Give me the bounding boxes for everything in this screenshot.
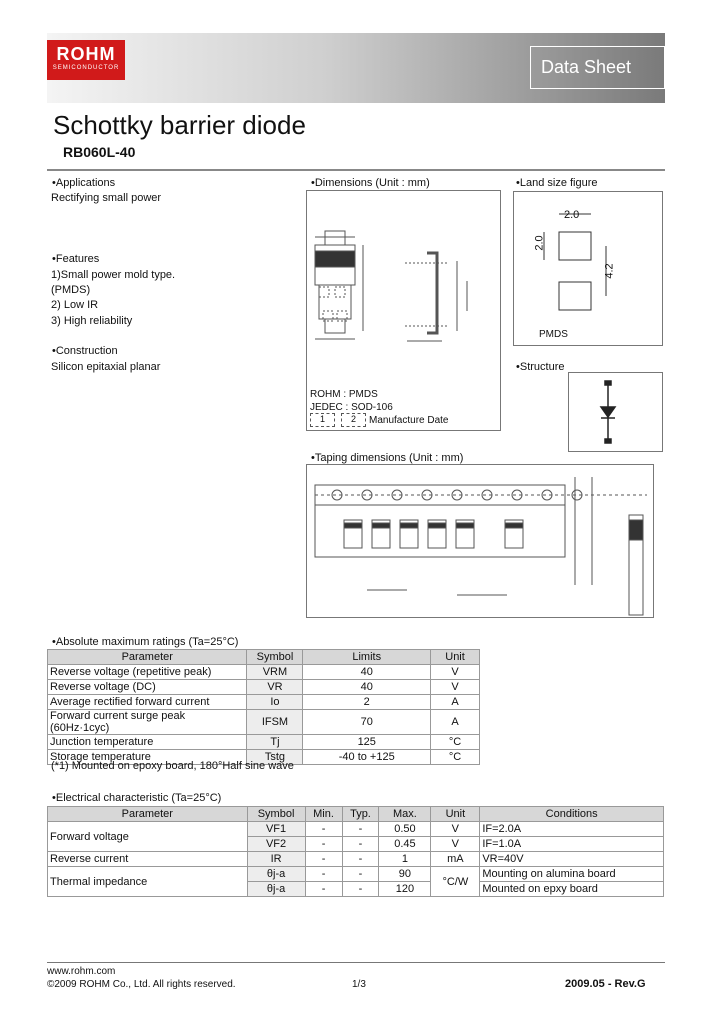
cell: - xyxy=(305,822,342,837)
header-typ: Typ. xyxy=(342,807,379,822)
cell: 125 xyxy=(303,735,431,750)
table-row xyxy=(48,710,480,735)
cell: Storage temperature xyxy=(48,750,247,765)
cell: - xyxy=(305,867,342,882)
table-row xyxy=(48,822,664,837)
dimensions-drawing xyxy=(306,190,501,431)
header-symbol: Symbol xyxy=(247,650,303,665)
cell: - xyxy=(342,867,379,882)
feature-line: 1)Small power mold type. xyxy=(51,269,176,281)
feature-line: 3) High reliability xyxy=(51,315,133,327)
cell: 90 xyxy=(379,867,431,882)
applications-text: Rectifying small power xyxy=(51,192,162,204)
mark-2: 2 xyxy=(341,413,366,427)
cell: Mounting on alumina board xyxy=(480,867,664,882)
cell: - xyxy=(342,837,379,852)
cell: Forward voltage xyxy=(48,822,248,852)
part-number: RB060L-40 xyxy=(63,144,136,160)
jedec-name: JEDEC : SOD-106 xyxy=(310,402,393,413)
cell: 0.50 xyxy=(379,822,431,837)
dimensions-heading: •Dimensions (Unit : mm) xyxy=(311,177,430,189)
cell: °C xyxy=(431,735,480,750)
table-row xyxy=(48,665,480,680)
cell: Reverse voltage (DC) xyxy=(48,680,247,695)
cell: Forward current surge peak (60Hz·1cyc) xyxy=(48,710,247,735)
abs-max-table xyxy=(47,649,480,765)
land-drawing xyxy=(513,191,663,346)
cell: - xyxy=(305,837,342,852)
cell: V xyxy=(431,680,480,695)
table-header-row xyxy=(48,650,480,665)
structure-heading: •Structure xyxy=(516,361,565,373)
abs-max-heading: •Absolute maximum ratings (Ta=25°C) xyxy=(52,636,239,648)
elec-heading: •Electrical characteristic (Ta=25°C) xyxy=(52,792,222,804)
header-divider xyxy=(47,169,665,171)
cell: θj-a xyxy=(247,867,305,882)
construction-heading: •Construction xyxy=(52,345,118,357)
cell: Mounted on epxy board xyxy=(480,882,664,897)
cell: - xyxy=(342,852,379,867)
cell: VR=40V xyxy=(480,852,664,867)
logo-text: ROHM xyxy=(56,44,116,64)
header-parameter: Parameter xyxy=(48,807,248,822)
header-parameter: Parameter xyxy=(48,650,247,665)
footer-copyright: ©2009 ROHM Co., Ltd. All rights reserved. xyxy=(47,979,236,990)
cell: -40 to +125 xyxy=(303,750,431,765)
taping-heading: •Taping dimensions (Unit : mm) xyxy=(311,452,464,464)
cell: - xyxy=(305,882,342,897)
construction-text: Silicon epitaxial planar xyxy=(51,361,161,373)
cell: 1 xyxy=(379,852,431,867)
taping-diagram xyxy=(307,465,653,617)
land-package: PMDS xyxy=(539,329,568,340)
elec-table xyxy=(47,806,664,897)
rohm-logo xyxy=(47,40,125,80)
cell: Reverse current xyxy=(48,852,248,867)
cell: 40 xyxy=(303,665,431,680)
cell: Thermal impedance xyxy=(48,867,248,897)
table-row xyxy=(48,680,480,695)
land-height: 2.0 xyxy=(533,235,546,251)
cell: VF2 xyxy=(247,837,305,852)
cell: 120 xyxy=(379,882,431,897)
cell: Tj xyxy=(247,735,303,750)
cell: IF=2.0A xyxy=(480,822,664,837)
land-diagram xyxy=(514,192,662,345)
cell: IF=1.0A xyxy=(480,837,664,852)
table-row xyxy=(48,852,664,867)
land-heading: •Land size figure xyxy=(516,177,598,189)
feature-line: 2) Low IR xyxy=(51,299,99,311)
cell: V xyxy=(431,837,480,852)
mark-1: 1 xyxy=(310,413,335,427)
table-row xyxy=(48,867,664,882)
cell: A xyxy=(431,710,480,735)
cell: VF1 xyxy=(247,822,305,837)
header-symbol: Symbol xyxy=(247,807,305,822)
cell: 0.45 xyxy=(379,837,431,852)
cell: °C/W xyxy=(431,867,480,897)
cell: V xyxy=(431,665,480,680)
features-heading: •Features xyxy=(52,253,100,265)
footer-divider xyxy=(47,962,665,963)
structure-drawing xyxy=(568,372,663,452)
header-unit: Unit xyxy=(431,650,480,665)
cell: Junction temperature xyxy=(48,735,247,750)
cell: 40 xyxy=(303,680,431,695)
manufacture-date-label: Manufacture Date xyxy=(369,415,449,426)
diode-symbol-icon xyxy=(569,373,662,451)
cell: Average rectified forward current xyxy=(48,695,247,710)
header-unit: Unit xyxy=(431,807,480,822)
land-width: 2.0 xyxy=(564,209,580,221)
logo-subtext: SEMICONDUCTOR xyxy=(52,65,120,71)
header-conditions: Conditions xyxy=(480,807,664,822)
cell: θj-a xyxy=(247,882,305,897)
package-name: ROHM : PMDS xyxy=(310,389,378,400)
table-header-row xyxy=(48,807,664,822)
feature-line: (PMDS) xyxy=(51,284,91,296)
cell: Tstg xyxy=(247,750,303,765)
cell: - xyxy=(305,852,342,867)
cell: - xyxy=(342,822,379,837)
cell: V xyxy=(431,822,480,837)
cell: - xyxy=(342,882,379,897)
page-title: Schottky barrier diode xyxy=(53,110,306,140)
cell: mA xyxy=(431,852,480,867)
doc-type-label: Data Sheet xyxy=(530,46,665,89)
header-min: Min. xyxy=(305,807,342,822)
cell: VRM xyxy=(247,665,303,680)
cell: Io xyxy=(247,695,303,710)
taping-drawing xyxy=(306,464,654,618)
page-number: 1/3 xyxy=(352,979,366,990)
land-pitch: 4.2 xyxy=(603,263,616,279)
abs-max-note: (*1) Mounted on epoxy board, 180°Half sine wave xyxy=(51,760,294,772)
table-row xyxy=(48,735,480,750)
header-max: Max. xyxy=(379,807,431,822)
cell: 2 xyxy=(303,695,431,710)
cell: 70 xyxy=(303,710,431,735)
cell: IFSM xyxy=(247,710,303,735)
cell: IR xyxy=(247,852,305,867)
table-row xyxy=(48,695,480,710)
revision: 2009.05 - Rev.G xyxy=(565,978,646,990)
footer-url[interactable]: www.rohm.com xyxy=(47,966,116,977)
cell: °C xyxy=(431,750,480,765)
cell: Reverse voltage (repetitive peak) xyxy=(48,665,247,680)
applications-heading: •Applications xyxy=(52,177,116,189)
cell: VR xyxy=(247,680,303,695)
cell: A xyxy=(431,695,480,710)
header-limits: Limits xyxy=(303,650,431,665)
